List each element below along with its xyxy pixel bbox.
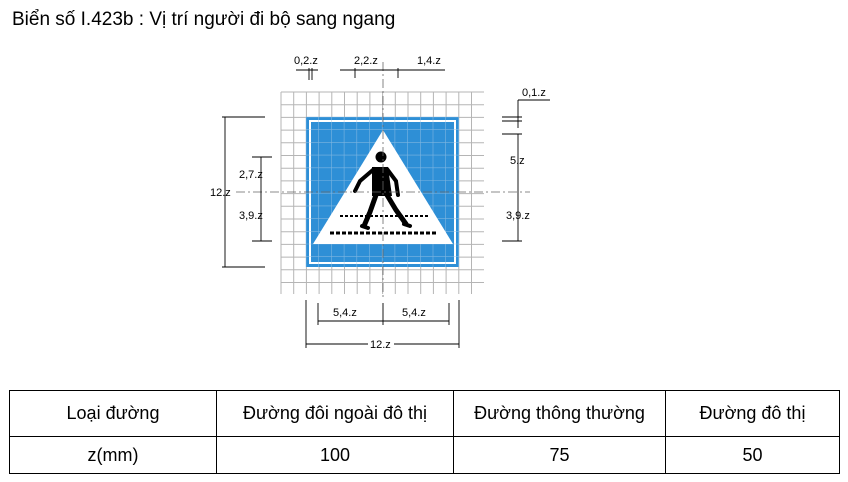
dim-left-total: 12.z bbox=[210, 187, 231, 199]
header-road-type: Loại đường bbox=[10, 391, 217, 437]
table-row bbox=[10, 437, 840, 474]
dim-right-mid: 5.z bbox=[510, 155, 525, 167]
dim-top-mid: 2,2.z bbox=[354, 55, 378, 67]
dim-top-left: 0,2.z bbox=[294, 55, 318, 67]
header-urban: Đường đô thị bbox=[666, 391, 840, 437]
dim-left-lower: 3,9.z bbox=[239, 210, 263, 222]
value-urban: 50 bbox=[666, 437, 840, 474]
dim-bottom-right: 5,4.z bbox=[402, 307, 426, 319]
value-ordinary: 75 bbox=[454, 437, 666, 474]
header-ordinary: Đường thông thường bbox=[454, 391, 666, 437]
dim-bottom-left: 5,4.z bbox=[333, 307, 357, 319]
value-divided-rural: 100 bbox=[217, 437, 454, 474]
dim-top-right: 1,4.z bbox=[417, 55, 441, 67]
dim-right-top: 0,1.z bbox=[522, 87, 546, 99]
spec-table bbox=[9, 390, 840, 474]
table-header-row bbox=[10, 391, 840, 437]
dim-bottom-total: 12.z bbox=[370, 339, 391, 351]
dim-right-low: 3,9.z bbox=[506, 210, 530, 222]
header-divided-rural: Đường đôi ngoài đô thị bbox=[217, 391, 454, 437]
diagram-title: Biển số I.423b : Vị trí người đi bộ sang ngang bbox=[12, 9, 396, 30]
dim-left-upper: 2,7.z bbox=[239, 169, 263, 181]
row-label: z(mm) bbox=[10, 437, 217, 474]
